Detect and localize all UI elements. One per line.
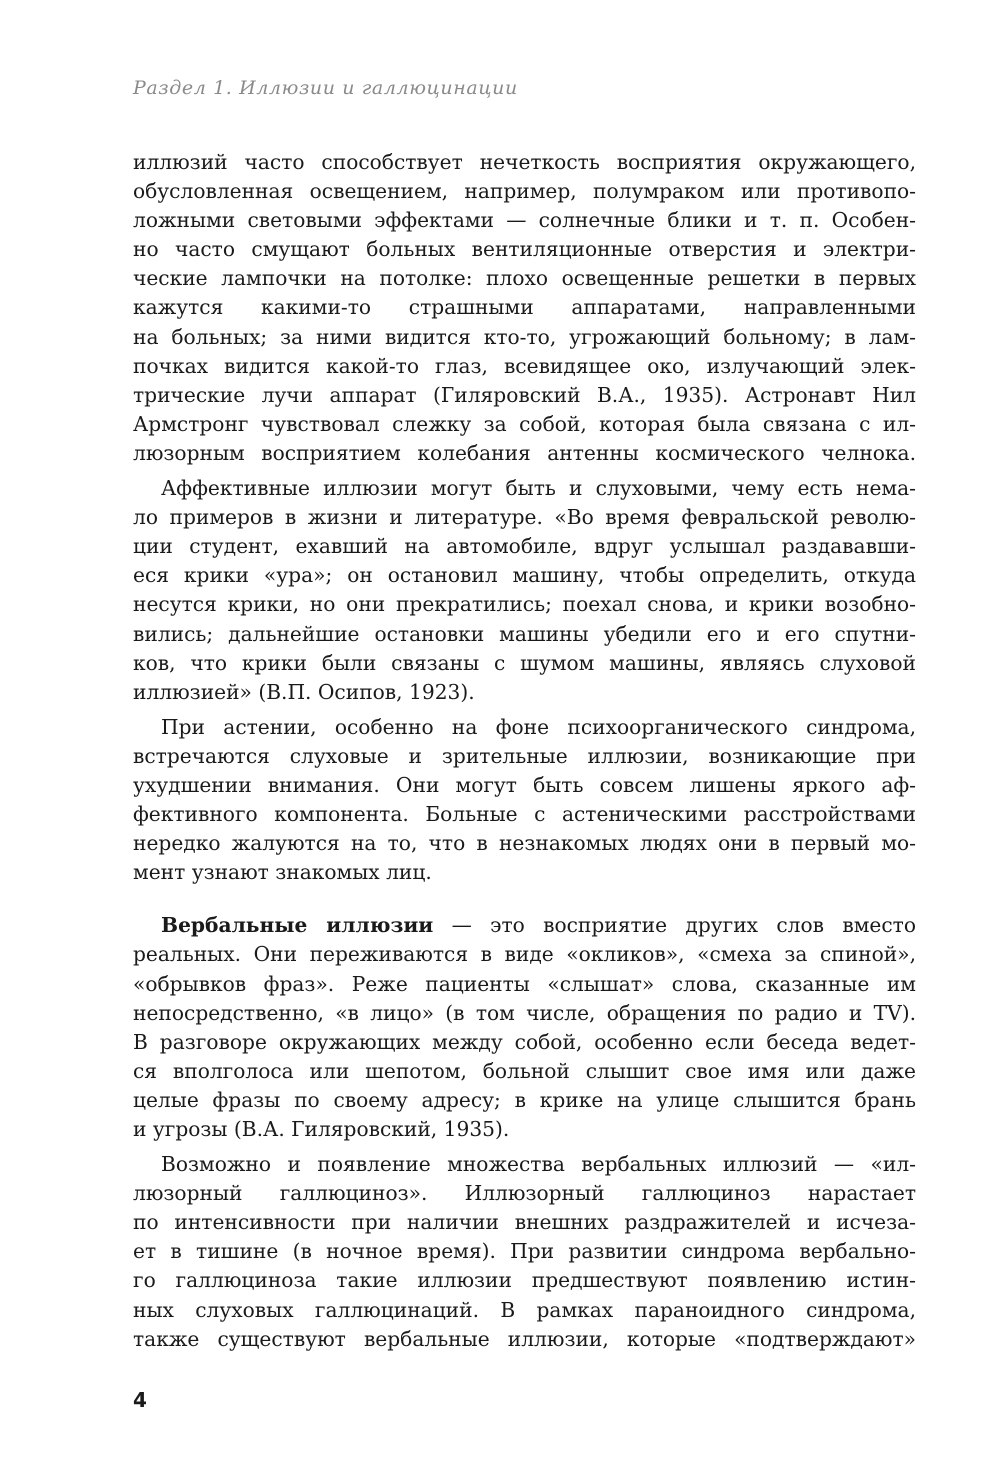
body-text xyxy=(133,148,916,1354)
text-line: но часто смущают больных вентиляционные отверстия и электри- xyxy=(133,237,916,262)
text-line: также существуют вербальные иллюзии, которые «подтверждают» xyxy=(133,1326,916,1351)
text-line: ков, что крики были связаны с шумом машины, являясь слуховой xyxy=(133,650,916,675)
text-line: почках видится какой-то глаз, всевидящее око, излучающий элек- xyxy=(133,353,916,378)
text-line: В разговоре окружающих между собой, особенно если беседа ведет- xyxy=(133,1029,916,1054)
text-line: целые фразы по своему адресу; в крике на улице слышится брань xyxy=(133,1087,916,1112)
text-line: непосредственно, «в лицо» (в том числе, обращения по радио и TV). xyxy=(133,1000,916,1025)
text-line: на больных; за ними видится кто-то, угрожающий больному; в лам- xyxy=(133,324,916,349)
text-line: встречаются слуховые и зрительные иллюзии, возникающие при xyxy=(133,743,916,768)
text-line: кажутся какими-то страшными аппаратами, направленными xyxy=(133,295,916,320)
text-line: иллюзией» (В.П. Осипов, 1923). xyxy=(133,679,475,704)
text-line: люзорный галлюциноз». Иллюзорный галлюциноз нарастает xyxy=(133,1181,916,1206)
text-line: го галлюциноза такие иллюзии предшествуют появлению истин- xyxy=(133,1268,916,1293)
paragraph-2 xyxy=(133,474,916,707)
text-line: несутся крики, но они прекратились; поехал снова, и крики возобно- xyxy=(133,592,916,617)
text-line: трические лучи аппарат (Гиляровский В.А., 1935). Астронавт Нил xyxy=(133,382,916,407)
text-line xyxy=(133,911,916,940)
term-verbal-illusions: Вербальные иллюзии xyxy=(161,913,434,938)
text-line: ции студент, ехавший на автомобиле, вдруг услышал раздававши- xyxy=(133,534,916,559)
text-line: Возможно и появление множества вербальных иллюзий — «ил- xyxy=(161,1152,916,1177)
text-line: по интенсивности при наличии внешних раздражителей и исчеза- xyxy=(133,1210,916,1235)
text-line: реальных. Они переживаются в виде «окликов», «смеха за спиной», xyxy=(133,942,916,967)
text-line: еся крики «ура»; он остановил машину, чтобы определить, откуда xyxy=(133,563,916,588)
paragraph-5 xyxy=(133,1150,916,1354)
text-line: иллюзий часто способствует нечеткость восприятия окружающего, xyxy=(133,150,916,174)
text-line: Аффективные иллюзии могут быть и слуховыми, чему есть нема- xyxy=(161,476,916,501)
running-head: Раздел 1. Иллюзии и галлюцинации xyxy=(133,77,518,99)
text-line: «обрывков фраз». Реже пациенты «слышат» слова, сказанные им xyxy=(133,971,916,996)
page-number: 4 xyxy=(133,1388,147,1412)
text-line: ческие лампочки на потолке: плохо освещенные решетки в первых xyxy=(133,266,916,291)
text-line: обусловленная освещением, например, полумраком или противопо- xyxy=(133,179,916,204)
paragraph-1 xyxy=(133,148,916,468)
text-line: нередко жалуются на то, что в незнакомых людях они в первый мо- xyxy=(133,831,916,856)
text-line: При астении, особенно на фоне психоорганического синдрома, xyxy=(161,714,916,739)
text-line: ся вполголоса или шепотом, больной слышит свое имя или даже xyxy=(133,1058,916,1083)
text-line: и угрозы (В.А. Гиляровский, 1935). xyxy=(133,1117,510,1141)
text-line: ет в тишине (в ночное время). При развитии синдрома вербально- xyxy=(133,1239,916,1264)
text-line: мент узнают знакомых лиц. xyxy=(133,860,432,885)
text-line: ло примеров в жизни и литературе. «Во время февральской револю- xyxy=(133,505,916,530)
text-line: вились; дальнейшие остановки машины убедили его и его спутни- xyxy=(133,621,916,646)
text-line: ных слуховых галлюцинаций. В рамках параноидного синдрома, xyxy=(133,1297,916,1322)
text-line: фективного компонента. Больные с астеническими расстройствами xyxy=(133,802,916,827)
text-line: ухудшении внимания. Они могут быть совсем лишены яркого аф- xyxy=(133,772,916,797)
text-line: ложными световыми эффектами — солнечные блики и т. п. Особен- xyxy=(133,208,916,233)
text-line: люзорным восприятием колебания антенны космического челнока. xyxy=(133,440,916,465)
text-line: Армстронг чувствовал слежку за собой, которая была связана с ил- xyxy=(133,411,916,436)
term-definition-start: — это восприятие других слов вместо xyxy=(433,913,916,938)
paragraph-4 xyxy=(133,911,916,1144)
paragraph-3 xyxy=(133,713,916,888)
